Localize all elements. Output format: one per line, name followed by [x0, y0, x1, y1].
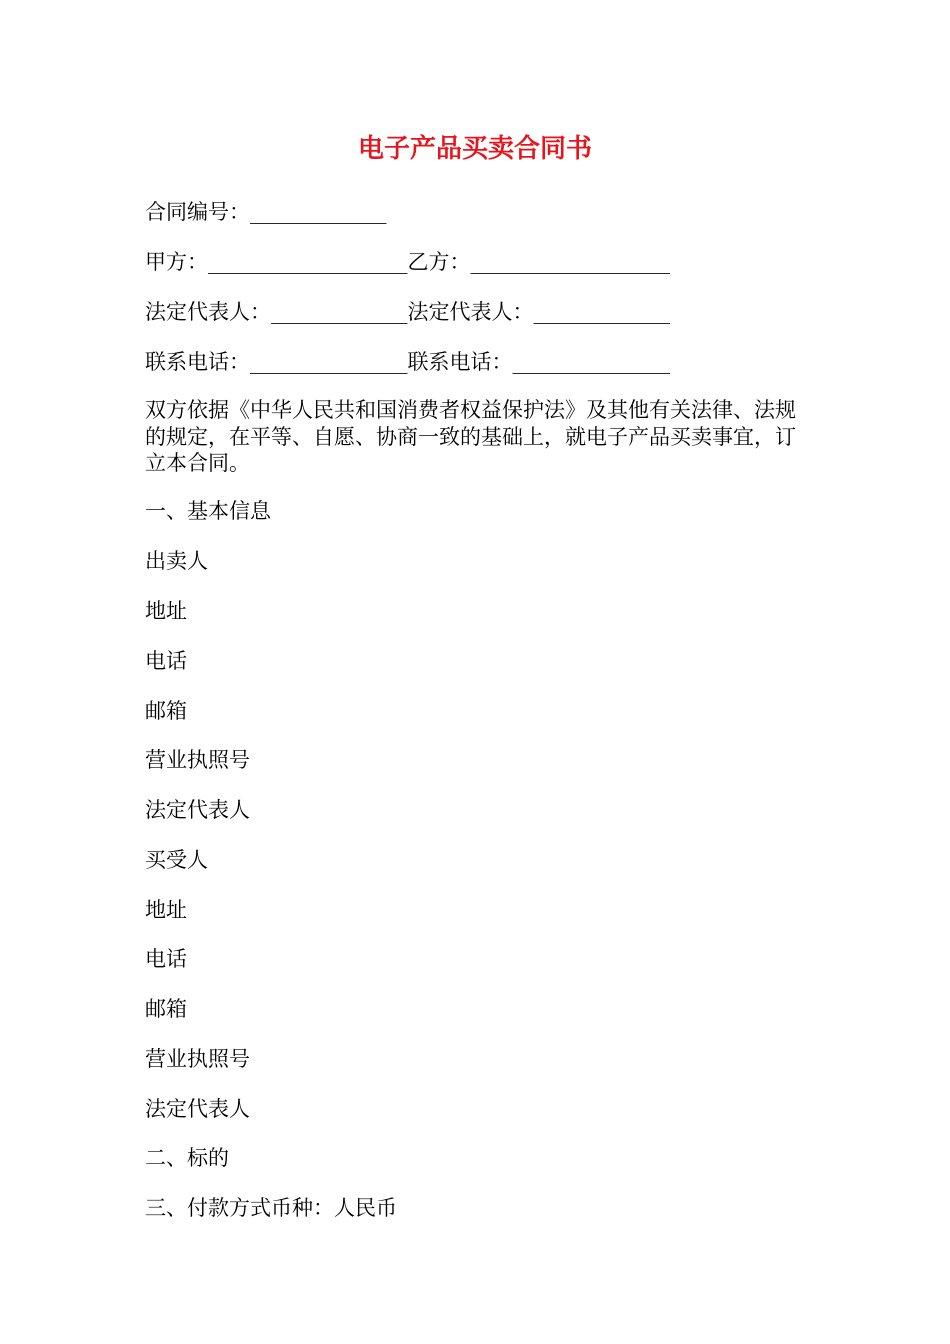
- seller-address-label: 地址: [145, 599, 187, 623]
- party-a-b-field: 甲方：___________________乙方：___________________: [145, 250, 670, 274]
- section-basic-info-heading: 一、基本信息: [145, 499, 271, 523]
- seller-license-label: 营业执照号: [145, 748, 250, 772]
- contact-phone-fields: 联系电话：_______________联系电话：_______________: [145, 350, 670, 374]
- buyer-label: 买受人: [145, 848, 208, 872]
- seller-phone-label: 电话: [145, 649, 187, 673]
- seller-label: 出卖人: [145, 549, 208, 573]
- document-title: 电子产品买卖合同书: [357, 134, 592, 164]
- legal-representative-fields: 法定代表人：_____________法定代表人：_____________: [145, 300, 670, 324]
- contract-number-field: 合同编号：_____________: [145, 200, 387, 224]
- section-subject-heading: 二、标的: [145, 1146, 229, 1170]
- buyer-address-label: 地址: [145, 898, 187, 922]
- seller-legal-rep-label: 法定代表人: [145, 798, 250, 822]
- section-payment-heading: 三、付款方式币种：人民币: [145, 1196, 397, 1220]
- buyer-email-label: 邮箱: [145, 997, 187, 1021]
- buyer-legal-rep-label: 法定代表人: [145, 1097, 250, 1121]
- seller-email-label: 邮箱: [145, 699, 187, 723]
- buyer-license-label: 营业执照号: [145, 1047, 250, 1071]
- preamble-paragraph: 双方依据《中华人民共和国消费者权益保护法》及其他有关法律、法规的规定，在平等、自愿、协商一致的基础上，就电子产品买卖事宜，订立本合同。: [145, 398, 796, 475]
- buyer-phone-label: 电话: [145, 947, 187, 971]
